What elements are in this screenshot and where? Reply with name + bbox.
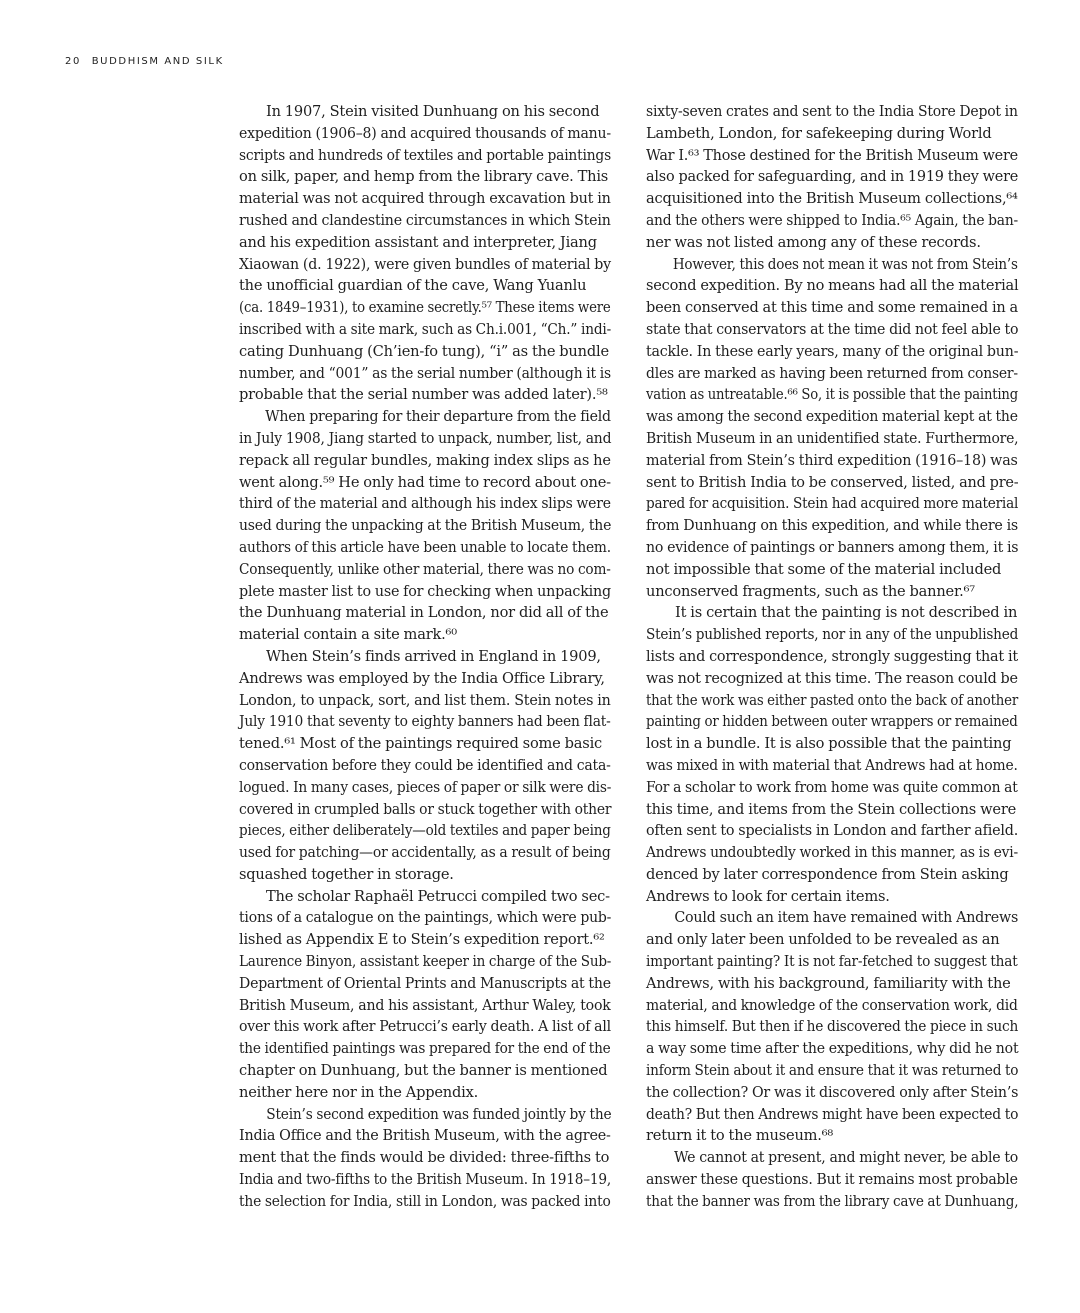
running-head xyxy=(65,56,224,67)
text-line: Department of Oriental Prints and Manuscripts at the xyxy=(239,974,611,992)
text-line: lost in a bundle. It is also possible that the painting xyxy=(646,735,1012,753)
text-line: pared for acquisition. Stein had acquired more material xyxy=(646,495,1019,513)
text-line: However, this does not mean it was not from Stein’s xyxy=(672,255,1018,273)
text-line: the Dunhuang material in London, nor did all of the xyxy=(239,604,609,622)
text-line: British Museum, and his assistant, Arthur Waley, took xyxy=(239,996,611,1014)
text-line: plete master list to use for checking when unpacking xyxy=(239,582,612,600)
text-line: also packed for safeguarding, and in 1919 they were xyxy=(646,168,1019,186)
text-line: We cannot at present, and might never, be able to xyxy=(674,1149,1019,1167)
text-line: the identified paintings was prepared for the end of the xyxy=(239,1040,611,1058)
text-line: often sent to specialists in London and farther afield. xyxy=(646,822,1019,840)
text-line: India and two-fifths to the British Museum. In 1918–19, xyxy=(239,1171,612,1189)
text-line: expedition (1906–8) and acquired thousands of manu- xyxy=(239,124,611,142)
text-line: acquisitioned into the British Museum collections,⁶⁴ xyxy=(646,190,1018,208)
text-line: (ca. 1849–1931), to examine secretly.⁵⁷ These items were xyxy=(239,299,611,317)
text-line: probable that the serial number was added later).⁵⁸ xyxy=(239,386,608,404)
text-line: tions of a catalogue on the paintings, which were pub- xyxy=(239,909,612,927)
text-line: the unofficial guardian of the cave, Wang Yuanlu xyxy=(239,277,587,295)
text-line: ment that the finds would be divided: three-fifths to xyxy=(239,1149,610,1167)
text-line: When Stein’s finds arrived in England in 1909, xyxy=(266,647,601,665)
text-line: It is certain that the painting is not described in xyxy=(675,604,1018,622)
text-line: dles are marked as having been returned from conser- xyxy=(646,364,1018,382)
text-line: Stein’s published reports, nor in any of the unpublished xyxy=(646,626,1019,644)
text-line: no evidence of paintings or banners among them, it is xyxy=(646,538,1019,556)
text-line: unconserved fragments, such as the banner.⁶⁷ xyxy=(646,582,975,600)
text-line: Laurence Binyon, assistant keeper in charge of the Sub- xyxy=(239,953,612,971)
text-line: lished as Appendix E to Stein’s expedition report.⁶² xyxy=(239,931,605,949)
text-line: India Office and the British Museum, with the agree- xyxy=(239,1127,611,1145)
text-line: Stein’s second expedition was funded jointly by the xyxy=(266,1105,612,1123)
text-line: denced by later correspondence from Stein asking xyxy=(646,865,1009,883)
text-line: Xiaowan (d. 1922), were given bundles of material by xyxy=(239,255,611,273)
text-line: ner was not listed among any of these records. xyxy=(646,233,981,251)
text-line: used for patching—or accidentally, as a result of being xyxy=(239,844,611,862)
text-line: painting or hidden between outer wrappers or remained xyxy=(646,713,1018,731)
text-line: material from Stein’s third expedition (1916–18) was xyxy=(646,451,1018,469)
text-line: Consequently, unlike other material, there was no com- xyxy=(239,560,611,578)
text-line: sent to British India to be conserved, listed, and pre- xyxy=(646,473,1019,491)
text-line: material was not acquired through excavation but in xyxy=(239,190,611,208)
text-line: state that conservators at the time did not feel able to xyxy=(646,320,1019,338)
text-line: lists and correspondence, strongly suggesting that it xyxy=(646,647,1018,665)
text-line: that the banner was from the library cave at Dunhuang, xyxy=(646,1192,1019,1210)
text-line: rushed and clandestine circumstances in which Stein xyxy=(239,211,611,229)
page-number: 20 xyxy=(65,56,81,67)
text-line: Andrews was employed by the India Office Library, xyxy=(239,669,605,687)
text-line: the collection? Or was it discovered only after Stein’s xyxy=(646,1083,1019,1101)
text-line: July 1910 that seventy to eighty banners had been flat- xyxy=(239,713,611,731)
text-line: and the others were shipped to India.⁶⁵ Again, the ban- xyxy=(646,211,1019,229)
right-text-column xyxy=(646,101,1018,1213)
text-line: not impossible that some of the material included xyxy=(646,560,1002,578)
text-line: material contain a site mark.⁶⁰ xyxy=(239,626,457,644)
text-line: London, to unpack, sort, and list them. Stein notes in xyxy=(239,691,611,709)
text-line: in July 1908, Jiang started to unpack, number, list, and xyxy=(239,429,612,447)
running-head-title: BUDDHISM AND SILK xyxy=(91,56,224,67)
text-line: used during the unpacking at the British Museum, the xyxy=(239,517,612,535)
text-line: the selection for India, still in London, was packed into xyxy=(239,1192,611,1210)
text-line: death? But then Andrews might have been expected to xyxy=(646,1105,1019,1123)
text-line: a way some time after the expeditions, why did he not xyxy=(646,1040,1019,1058)
text-line: scripts and hundreds of textiles and portable paintings xyxy=(239,146,611,164)
text-line: this time, and items from the Stein collections were xyxy=(646,800,1017,818)
text-line: answer these questions. But it remains most probable xyxy=(646,1171,1018,1189)
text-line: War I.⁶³ Those destined for the British Museum were xyxy=(646,146,1018,164)
text-line: Lambeth, London, for safekeeping during World xyxy=(646,124,992,142)
text-line: British Museum in an unidentified state. Furthermore, xyxy=(646,429,1019,447)
text-line: was among the second expedition material kept at the xyxy=(646,408,1018,426)
text-line: was mixed in with material that Andrews had at home. xyxy=(646,756,1018,774)
text-line: was not recognized at this time. The reason could be xyxy=(646,669,1018,687)
text-line: tackle. In these early years, many of the original bun- xyxy=(646,342,1019,360)
text-line: covered in crumpled balls or stuck together with other xyxy=(239,800,612,818)
text-line: Andrews to look for certain items. xyxy=(646,887,890,905)
text-line: and only later been unfolded to be revealed as an xyxy=(646,931,1000,949)
text-line: number, and “001” as the serial number (although it is xyxy=(239,364,611,382)
text-line: been conserved at this time and some remained in a xyxy=(646,299,1019,317)
text-line: return it to the museum.⁶⁸ xyxy=(646,1127,834,1145)
text-line: inform Stein about it and ensure that it was returned to xyxy=(646,1062,1019,1080)
text-line: cating Dunhuang (Ch’ien-fo tung), “i” as the bundle xyxy=(239,342,609,360)
text-line: third of the material and although his index slips were xyxy=(239,495,611,513)
text-line: this himself. But then if he discovered the piece in such xyxy=(646,1018,1019,1036)
text-line: second expedition. By no means had all the material xyxy=(646,277,1019,295)
text-line: logued. In many cases, pieces of paper or silk were dis- xyxy=(239,778,612,796)
text-line: In 1907, Stein visited Dunhuang on his second xyxy=(266,103,600,120)
left-text-column xyxy=(239,101,611,1213)
text-line: inscribed with a site mark, such as Ch.i.001, “Ch.” indi- xyxy=(239,320,612,338)
text-line: vation as untreatable.⁶⁶ So, it is possible that the painting xyxy=(646,386,1018,404)
text-line: chapter on Dunhuang, but the banner is mentioned xyxy=(239,1062,608,1080)
text-line: Could such an item have remained with Andrews xyxy=(674,909,1019,927)
text-line: important painting? It is not far-fetched to suggest that xyxy=(646,953,1018,971)
text-line: squashed together in storage. xyxy=(239,865,454,883)
text-line: For a scholar to work from home was quite common at xyxy=(646,778,1018,796)
text-line: tened.⁶¹ Most of the paintings required some basic xyxy=(239,735,603,753)
text-line: that the work was either pasted onto the back of another xyxy=(646,691,1019,709)
text-line: repack all regular bundles, making index slips as he xyxy=(239,451,611,469)
text-line: pieces, either deliberately—old textiles and paper being xyxy=(239,822,611,840)
text-line: went along.⁵⁹ He only had time to record about one- xyxy=(239,473,611,491)
text-line: over this work after Petrucci’s early death. A list of all xyxy=(239,1018,611,1036)
text-line: conservation before they could be identified and cata- xyxy=(239,756,611,774)
text-line: Andrews undoubtedly worked in this manner, as is evi- xyxy=(646,844,1018,862)
text-line: from Dunhuang on this expedition, and while there is xyxy=(646,517,1019,535)
text-line: When preparing for their departure from the field xyxy=(265,408,611,426)
text-line: and his expedition assistant and interpreter, Jiang xyxy=(239,233,597,251)
text-line: on silk, paper, and hemp from the library cave. This xyxy=(239,168,609,186)
text-line: neither here nor in the Appendix. xyxy=(239,1083,479,1101)
text-line: sixty-seven crates and sent to the India Store Depot in xyxy=(646,103,1018,120)
text-line: Andrews, with his background, familiarity with the xyxy=(646,974,1011,992)
text-line: authors of this article have been unable to locate them. xyxy=(239,538,611,556)
text-line: The scholar Raphaël Petrucci compiled two sec- xyxy=(266,887,610,905)
text-line: material, and knowledge of the conservation work, did xyxy=(646,996,1018,1014)
